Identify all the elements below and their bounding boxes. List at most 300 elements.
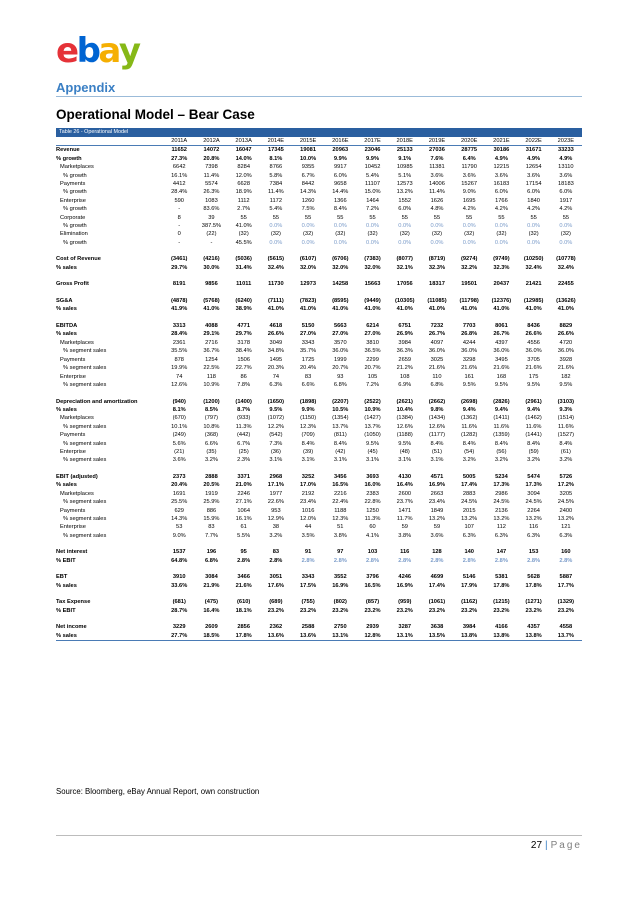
table-cell: 4244 xyxy=(462,339,476,346)
table-cell: 0.0% xyxy=(430,223,444,230)
table-cell: 22455 xyxy=(557,281,574,288)
table-cell: 14.4% xyxy=(332,189,349,196)
table-row xyxy=(56,398,582,406)
row-label: Revenue xyxy=(56,147,80,154)
table-cell: 1254 xyxy=(205,356,218,363)
table-cell: - xyxy=(178,239,181,246)
table-cell: 8 xyxy=(177,214,181,221)
table-cell: 5.4% xyxy=(366,172,380,179)
column-header: 2014E xyxy=(260,137,292,146)
row-label: Marketplaces xyxy=(60,164,94,171)
table-cell: 13.2% xyxy=(493,515,510,522)
table-cell: 55 xyxy=(304,214,312,221)
table-cell: 2373 xyxy=(172,473,186,480)
table-row xyxy=(56,280,582,288)
section-heading: Appendix xyxy=(56,80,116,95)
table-cell: 28.7% xyxy=(171,607,188,614)
spacer-row xyxy=(56,465,582,473)
table-cell: 74 xyxy=(176,373,183,380)
table-cell: 16.4% xyxy=(396,482,413,489)
table-row xyxy=(56,598,582,606)
spacer-row xyxy=(56,247,582,255)
table-cell: 9.4% xyxy=(494,406,508,413)
table-cell: 28.4% xyxy=(171,189,188,196)
logo-letter: a xyxy=(98,31,119,71)
table-cell: 0.0% xyxy=(494,239,508,246)
table-cell: (681) xyxy=(172,599,186,606)
table-cell: 3984 xyxy=(398,339,412,346)
table-cell: 41.0% xyxy=(332,306,349,313)
table-cell: 3.1% xyxy=(430,457,444,464)
table-cell: 23.2% xyxy=(557,607,574,614)
table-cell: 12.3% xyxy=(332,515,349,522)
spacer-cell xyxy=(56,565,582,573)
table-cell: 8.4% xyxy=(301,440,315,447)
table-cell: 590 xyxy=(174,197,184,204)
table-row xyxy=(56,548,582,556)
table-cell: 121 xyxy=(561,524,571,531)
table-cell: 23.2% xyxy=(332,607,349,614)
table-cell: 5887 xyxy=(559,574,573,581)
table-cell: 17345 xyxy=(267,147,284,154)
table-cell: 26.9% xyxy=(396,331,413,338)
table-cell: 17.8% xyxy=(228,632,260,641)
table-cell: 45.5% xyxy=(235,239,252,246)
table-cell: 23.2% xyxy=(493,607,510,614)
table-cell: 4.9% xyxy=(527,155,541,162)
table-cell: 9.5% xyxy=(366,440,380,447)
table-cell: 93 xyxy=(337,373,344,380)
table-cell: 32.4% xyxy=(525,264,542,271)
table-cell: (802) xyxy=(333,599,347,606)
table-cell: 2136 xyxy=(495,507,508,514)
table-cell: 18183 xyxy=(557,181,574,188)
table-row xyxy=(56,163,582,171)
table-cell: 8.7% xyxy=(237,406,251,413)
table-cell: 4.2% xyxy=(527,206,541,213)
table-cell: 41.0% xyxy=(300,306,317,313)
table-cell: 21.2% xyxy=(396,365,413,372)
table-cell: 74 xyxy=(272,373,280,380)
table-cell: 20963 xyxy=(332,147,349,154)
table-cell: (32) xyxy=(238,231,249,238)
table-cell: 24.5% xyxy=(557,499,574,506)
table-cell: 9.5% xyxy=(559,381,573,388)
table-cell: 5150 xyxy=(301,323,315,330)
table-cell: (689) xyxy=(269,599,283,606)
table-cell: 0.0% xyxy=(559,239,573,246)
table-cell: (1061) xyxy=(428,599,446,606)
table-cell: 16183 xyxy=(493,181,510,188)
table-cell: (857) xyxy=(365,599,380,606)
table-cell: 13.8% xyxy=(453,632,485,641)
table-cell: (22) xyxy=(206,231,217,238)
table-cell: 0.0% xyxy=(398,239,412,246)
table-cell: 2362 xyxy=(269,624,283,631)
table-cell: 16.9% xyxy=(428,482,446,489)
ebay-logo xyxy=(56,31,139,71)
table-cell: (1441) xyxy=(525,432,542,439)
table-cell: 26.8% xyxy=(461,331,478,338)
table-cell: 629 xyxy=(174,507,184,514)
table-cell: 3205 xyxy=(559,490,573,497)
table-cell: 83.6% xyxy=(203,206,220,213)
table-cell: 1919 xyxy=(205,490,218,497)
table-cell: 8.4% xyxy=(559,440,573,447)
table-cell: (5768) xyxy=(203,298,220,305)
table-cell: 95 xyxy=(240,549,247,556)
table-cell: 6628 xyxy=(237,181,250,188)
table-row xyxy=(56,172,582,180)
table-cell: 27.0% xyxy=(300,331,317,338)
table-cell: 4130 xyxy=(398,473,412,480)
table-cell: (1354) xyxy=(332,415,349,422)
table-cell: 4412 xyxy=(172,181,186,188)
table-cell: 5.1% xyxy=(398,172,412,179)
table-cell: 21.6% xyxy=(461,365,478,372)
row-label: % segment sales xyxy=(63,381,107,388)
table-cell: 13.2% xyxy=(396,189,413,196)
logo-letter: e xyxy=(56,31,77,71)
table-cell: (10250) xyxy=(523,256,544,263)
table-cell: - xyxy=(178,223,181,230)
row-label: EBITDA xyxy=(56,323,78,330)
table-cell: 3.6% xyxy=(172,457,186,464)
table-cell: 11.4% xyxy=(268,189,284,196)
table-cell: 3049 xyxy=(269,339,283,346)
table-cell: 29.7% xyxy=(171,264,188,271)
table-cell: 9.5% xyxy=(462,381,476,388)
table-cell: 17056 xyxy=(396,281,413,288)
table-cell: 30186 xyxy=(493,147,510,154)
table-cell: 83 xyxy=(304,373,312,380)
table-cell: (3103) xyxy=(557,398,575,405)
table-cell: 13.2% xyxy=(557,515,574,522)
table-cell: 147 xyxy=(496,549,507,556)
table-cell: 7.2% xyxy=(366,381,380,388)
table-cell: 10.0% xyxy=(300,155,317,162)
table-cell: 19501 xyxy=(461,281,478,288)
table-cell: (1150) xyxy=(300,415,317,422)
table-cell: 953 xyxy=(271,507,281,514)
table-cell: (933) xyxy=(237,415,251,422)
table-cell: 1188 xyxy=(334,507,347,514)
table-cell: (32) xyxy=(303,231,314,238)
table-cell: 9355 xyxy=(301,164,315,171)
table-cell: 34.8% xyxy=(267,348,284,355)
spacer-cell xyxy=(56,247,582,255)
table-cell: 1064 xyxy=(237,507,250,514)
table-cell: 2600 xyxy=(398,490,412,497)
table-cell: 1506 xyxy=(237,356,250,363)
table-cell: 8191 xyxy=(172,281,186,288)
page-title: Operational Model – Bear Case xyxy=(56,107,255,122)
page-separator: | xyxy=(545,840,548,851)
table-cell: 1260 xyxy=(301,197,315,204)
table-cell: 2.8% xyxy=(462,557,476,564)
table-cell: 12215 xyxy=(493,164,510,171)
table-cell: 3094 xyxy=(527,490,540,497)
table-cell: (2698) xyxy=(460,398,478,405)
source-note: Source: Bloomberg, eBay Annual Report, own construction xyxy=(56,787,260,796)
table-cell: 16.5% xyxy=(364,582,381,589)
table-cell: 32.3% xyxy=(428,264,446,271)
table-cell: 9.5% xyxy=(494,381,508,388)
table-cell: 9917 xyxy=(333,164,347,171)
table-cell: 2.8% xyxy=(333,557,347,564)
table-cell: 17.4% xyxy=(461,482,478,489)
table-cell: 107 xyxy=(464,524,474,531)
column-header: 2015E xyxy=(292,137,324,146)
table-cell: (51) xyxy=(431,448,443,455)
table-cell: 2.8% xyxy=(269,557,283,564)
table-cell: 4357 xyxy=(527,624,540,631)
table-cell: 3796 xyxy=(366,574,379,581)
table-cell: 196 xyxy=(206,549,217,556)
table-row xyxy=(56,230,582,238)
table-cell: 3298 xyxy=(462,356,476,363)
table-cell: 15.0% xyxy=(364,189,381,196)
table-cell: (1177) xyxy=(428,432,445,439)
table-cell: (39) xyxy=(303,448,314,455)
table-cell: (1362) xyxy=(460,415,478,422)
table-cell: 32.4% xyxy=(557,264,574,271)
table-cell: 2.3% xyxy=(237,457,251,464)
table-cell: 7.7% xyxy=(204,532,218,539)
table-cell: 3.6% xyxy=(527,172,541,179)
table-cell: 1366 xyxy=(333,197,347,204)
table-cell: 4558 xyxy=(559,624,573,631)
table-cell: 2883 xyxy=(462,490,476,497)
table-cell: 23.7% xyxy=(396,499,413,506)
spacer-cell xyxy=(56,465,582,473)
table-cell: 21.6% xyxy=(428,365,446,372)
table-cell: 9.5% xyxy=(398,440,412,447)
row-label: % sales xyxy=(56,582,77,589)
table-cell: 3.8% xyxy=(333,532,347,539)
table-cell: 105 xyxy=(367,373,378,380)
table-row xyxy=(56,255,582,263)
table-cell: - xyxy=(210,239,213,246)
table-cell: 5628 xyxy=(527,574,540,581)
table-cell: (2826) xyxy=(493,398,510,405)
row-label: % growth xyxy=(56,155,82,162)
table-cell: 10.8% xyxy=(203,423,220,430)
table-cell: 8.4% xyxy=(462,440,476,447)
table-cell: 36.0% xyxy=(428,348,446,355)
table-cell: 8442 xyxy=(301,181,315,188)
table-cell: 175 xyxy=(528,373,539,380)
row-label: % sales xyxy=(56,632,163,641)
table-cell: 3495 xyxy=(495,356,508,363)
spacer-row xyxy=(56,615,582,623)
table-cell: 108 xyxy=(400,373,410,380)
table-cell: 21.0% xyxy=(235,482,252,489)
table-cell: (3461) xyxy=(170,256,188,263)
table-cell: 20.8% xyxy=(203,155,220,162)
table-cell: 27.0% xyxy=(332,331,349,338)
table-row xyxy=(56,431,582,439)
table-row xyxy=(56,632,582,641)
table-cell: (61) xyxy=(560,448,571,455)
table-cell: 6.6% xyxy=(301,381,315,388)
table-cell: 3456 xyxy=(333,473,347,480)
table-cell: 23.2% xyxy=(300,607,317,614)
table-cell: 6.8% xyxy=(430,381,444,388)
row-label: SG&A xyxy=(56,298,73,305)
table-cell: 16.1% xyxy=(171,172,188,179)
table-cell: 0.0% xyxy=(527,239,541,246)
table-cell: 18.5% xyxy=(195,632,227,641)
table-cell: 36.0% xyxy=(557,348,574,355)
table-cell: 0.0% xyxy=(430,239,444,246)
table-cell: (32) xyxy=(270,231,281,238)
table-cell: 6.0% xyxy=(527,189,541,196)
table-row xyxy=(56,523,582,531)
table-cell: 53 xyxy=(176,524,183,531)
table-cell: 44 xyxy=(304,524,312,531)
table-cell: 21.6% xyxy=(235,582,252,589)
table-cell: 0.0% xyxy=(494,223,508,230)
table-cell: 13.1% xyxy=(389,632,421,641)
table-cell: 59 xyxy=(433,524,441,531)
table-cell: 3.1% xyxy=(269,457,283,464)
spacer-cell xyxy=(56,540,582,548)
table-cell: 11790 xyxy=(461,164,477,171)
table-cell: 16047 xyxy=(235,147,252,154)
table-cell: (35) xyxy=(206,448,217,455)
table-cell: 21.6% xyxy=(557,365,574,372)
table-cell: 22.5% xyxy=(203,365,220,372)
table-cell: 2663 xyxy=(430,490,444,497)
table-cell: 26.7% xyxy=(428,331,446,338)
table-cell: 8.4% xyxy=(333,440,347,447)
table-cell: 2400 xyxy=(559,507,573,514)
table-cell: 5474 xyxy=(527,473,540,480)
table-cell: 2192 xyxy=(301,490,315,497)
table-row xyxy=(56,473,582,481)
table-cell: 7.2% xyxy=(366,206,380,213)
table-cell: 16.0% xyxy=(364,482,381,489)
table-cell: 27.0% xyxy=(364,331,381,338)
table-cell: 10452 xyxy=(364,164,381,171)
table-cell: 5381 xyxy=(495,574,508,581)
table-cell: 25133 xyxy=(396,147,413,154)
table-cell: 15663 xyxy=(364,281,381,288)
table-cell: 9.9% xyxy=(301,406,315,413)
table-cell: 22.6% xyxy=(267,499,284,506)
table-row xyxy=(56,381,582,389)
table-cell: 1250 xyxy=(366,507,379,514)
table-cell: 13.7% xyxy=(332,423,349,430)
table-row xyxy=(56,507,582,515)
table-cell: 2.8% xyxy=(559,557,573,564)
table-cell: 24.5% xyxy=(525,499,542,506)
table-cell: 19081 xyxy=(300,147,316,154)
table-cell: 1552 xyxy=(398,197,412,204)
spacer-row xyxy=(56,314,582,322)
table-cell: 36.3% xyxy=(396,348,413,355)
table-cell: 7.8% xyxy=(237,381,251,388)
table-cell: 26.6% xyxy=(267,331,284,338)
table-cell: (56) xyxy=(496,448,507,455)
table-cell: 3.2% xyxy=(204,457,218,464)
table-cell: 13.6% xyxy=(292,632,324,641)
table-cell: 3252 xyxy=(301,473,315,480)
table-cell: 29.7% xyxy=(235,331,252,338)
table-row xyxy=(56,347,582,355)
table-cell: 23.2% xyxy=(396,607,413,614)
table-cell: 6.3% xyxy=(559,532,573,539)
table-cell: 11.6% xyxy=(558,423,574,430)
table-cell: 1083 xyxy=(205,197,218,204)
table-cell: (25) xyxy=(238,448,249,455)
table-cell: 2.8% xyxy=(430,557,444,564)
table-cell: 15.9% xyxy=(203,515,220,522)
table-cell: 23.2% xyxy=(461,607,478,614)
row-label: % segment sales xyxy=(63,365,107,372)
table-cell: 9.4% xyxy=(462,406,476,413)
table-cell: 5726 xyxy=(559,473,573,480)
spacer-cell xyxy=(56,289,582,297)
table-cell: 8829 xyxy=(559,323,573,330)
table-cell: 8.4% xyxy=(494,440,508,447)
table-cell: 13.6% xyxy=(260,632,292,641)
table-cell: (32) xyxy=(431,231,443,238)
table-cell: 3178 xyxy=(237,339,250,346)
table-cell: 33233 xyxy=(557,147,574,154)
row-label: Cost of Revenue xyxy=(56,256,101,263)
table-cell: (32) xyxy=(367,231,378,238)
table-cell: 20.7% xyxy=(332,365,349,372)
row-label: Net income xyxy=(56,624,87,631)
table-cell: 26.6% xyxy=(557,331,574,338)
table-cell: (1188) xyxy=(396,432,413,439)
table-cell: - xyxy=(178,206,181,213)
table-cell: 6.8% xyxy=(204,557,218,564)
column-header: 2021E xyxy=(485,137,517,146)
table-cell: 51 xyxy=(337,524,344,531)
table-cell: 0 xyxy=(177,231,181,238)
table-cell: 41.0% xyxy=(557,306,574,313)
table-cell: 41.0% xyxy=(203,306,220,313)
table-cell: 41.9% xyxy=(171,306,188,313)
table-cell: 2246 xyxy=(237,490,250,497)
table-cell: 6.9% xyxy=(398,381,412,388)
table-cell: 4088 xyxy=(205,323,218,330)
table-cell: 35.5% xyxy=(171,348,188,355)
table-cell: 2.8% xyxy=(237,557,251,564)
table-cell: 3.2% xyxy=(494,457,508,464)
table-cell: 6.6% xyxy=(204,440,218,447)
table-cell: 9.9% xyxy=(333,155,347,162)
table-cell: 29.1% xyxy=(203,331,220,338)
table-cell: 9.1% xyxy=(398,155,412,162)
table-row xyxy=(56,490,582,498)
table-cell: 18317 xyxy=(429,281,445,288)
table-cell: 20437 xyxy=(493,281,510,288)
table-cell: 6.3% xyxy=(527,532,541,539)
row-label: Payments xyxy=(60,356,86,363)
table-cell: 6.7% xyxy=(237,440,251,447)
row-label: % growth xyxy=(63,239,87,246)
row-label: % segment sales xyxy=(63,457,107,464)
table-cell: 23.4% xyxy=(428,499,446,506)
table-cell: (610) xyxy=(237,599,251,606)
table-cell: 12.6% xyxy=(396,423,413,430)
table-cell: 1977 xyxy=(269,490,283,497)
table-cell: 4556 xyxy=(527,339,540,346)
